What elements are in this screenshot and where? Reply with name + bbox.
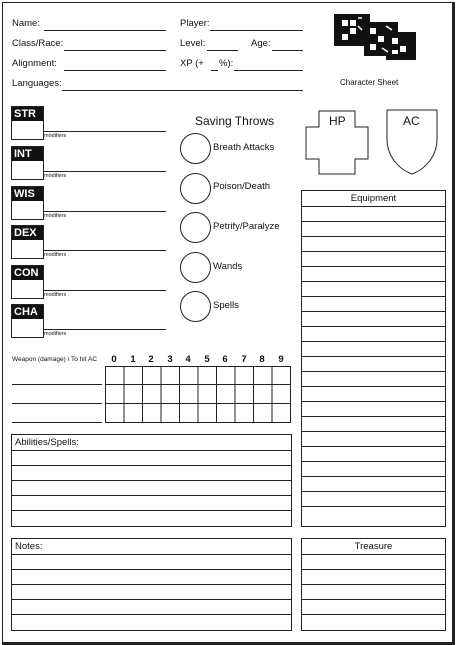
- ac-column-8: 8: [259, 354, 265, 365]
- str-modifier-line[interactable]: [43, 131, 166, 132]
- name-field[interactable]: [44, 30, 166, 31]
- xp-bonus-field[interactable]: [211, 70, 218, 71]
- ac-column-0: 0: [111, 354, 117, 365]
- xp-field[interactable]: [234, 70, 303, 71]
- ac-column-6: 6: [222, 354, 228, 365]
- saving-throws-title: Saving Throws: [195, 114, 275, 128]
- petrify-paralyze-label: Petrify/Paralyze: [213, 221, 280, 232]
- int-box[interactable]: [11, 146, 44, 180]
- languages-label: Languages:: [12, 78, 62, 89]
- equipment-box[interactable]: [301, 190, 446, 527]
- cha-box[interactable]: [11, 304, 44, 338]
- con-modifiers-label: modifiers: [44, 292, 67, 298]
- str-modifiers-label: modifiers: [44, 133, 67, 139]
- ac-column-3: 3: [167, 354, 173, 365]
- player-field[interactable]: [210, 30, 303, 31]
- ac-column-2: 2: [148, 354, 154, 365]
- equipment-label: Equipment: [350, 193, 397, 204]
- alignment-field[interactable]: [64, 70, 166, 71]
- wands-circle[interactable]: [180, 252, 211, 283]
- ac-column-1: 1: [130, 354, 136, 365]
- weapon-to-hit-grid[interactable]: [10, 366, 292, 424]
- notes-box[interactable]: [11, 538, 292, 631]
- xp-label: XP (+: [180, 58, 204, 69]
- str-label: STR: [12, 107, 43, 121]
- dungeon-map-logo: [330, 12, 420, 72]
- treasure-box[interactable]: [301, 538, 446, 631]
- logo-caption: Character Sheet: [340, 78, 399, 87]
- weapon-label: Weapon (damage) \ To hit AC: [12, 356, 98, 363]
- wis-box[interactable]: [11, 186, 44, 220]
- age-field[interactable]: [272, 50, 303, 51]
- cha-modifier-line[interactable]: [43, 329, 166, 330]
- cha-modifiers-label: modifiers: [44, 331, 67, 337]
- dex-label: DEX: [12, 226, 43, 240]
- notes-label: Notes:: [15, 541, 43, 552]
- class-race-label: Class/Race:: [12, 38, 64, 49]
- con-label: CON: [12, 266, 43, 280]
- ac-column-9: 9: [278, 354, 284, 365]
- name-label: Name:: [12, 18, 40, 29]
- dex-modifiers-label: modifiers: [44, 252, 67, 258]
- treasure-label: Treasure: [354, 541, 393, 552]
- xp-pct-label: %):: [219, 58, 234, 69]
- con-modifier-line[interactable]: [43, 290, 166, 291]
- poison-death-circle[interactable]: [180, 173, 211, 204]
- poison-death-label: Poison/Death: [213, 181, 271, 192]
- spells-circle[interactable]: [180, 291, 211, 322]
- hp-label: HP: [329, 114, 346, 128]
- age-label: Age:: [251, 38, 271, 49]
- languages-field[interactable]: [62, 90, 303, 91]
- int-label: INT: [12, 147, 43, 161]
- level-label: Level:: [180, 38, 206, 49]
- wis-label: WIS: [12, 187, 43, 201]
- ac-column-5: 5: [204, 354, 210, 365]
- int-modifier-line[interactable]: [43, 171, 166, 172]
- dex-box[interactable]: [11, 225, 44, 259]
- abilities-spells-box[interactable]: [11, 434, 292, 527]
- player-label: Player:: [180, 18, 210, 29]
- int-modifiers-label: modifiers: [44, 173, 67, 179]
- ac-label: AC: [403, 114, 420, 128]
- level-field[interactable]: [207, 50, 238, 51]
- ac-column-7: 7: [241, 354, 247, 365]
- ac-column-4: 4: [185, 354, 191, 365]
- wis-modifiers-label: modifiers: [44, 213, 67, 219]
- con-box[interactable]: [11, 265, 44, 299]
- cha-label: CHA: [12, 305, 43, 319]
- str-box[interactable]: [11, 106, 44, 140]
- alignment-label: Alignment:: [12, 58, 57, 69]
- wis-modifier-line[interactable]: [43, 211, 166, 212]
- spells-label: Spells: [213, 300, 239, 311]
- petrify-paralyze-circle[interactable]: [180, 212, 211, 243]
- abilities-spells-label: Abilities/Spells:: [15, 437, 79, 448]
- class-race-field[interactable]: [64, 50, 166, 51]
- breath-attacks-label: Breath Attacks: [213, 142, 275, 153]
- dex-modifier-line[interactable]: [43, 250, 166, 251]
- breath-attacks-circle[interactable]: [180, 133, 211, 164]
- wands-label: Wands: [213, 261, 243, 272]
